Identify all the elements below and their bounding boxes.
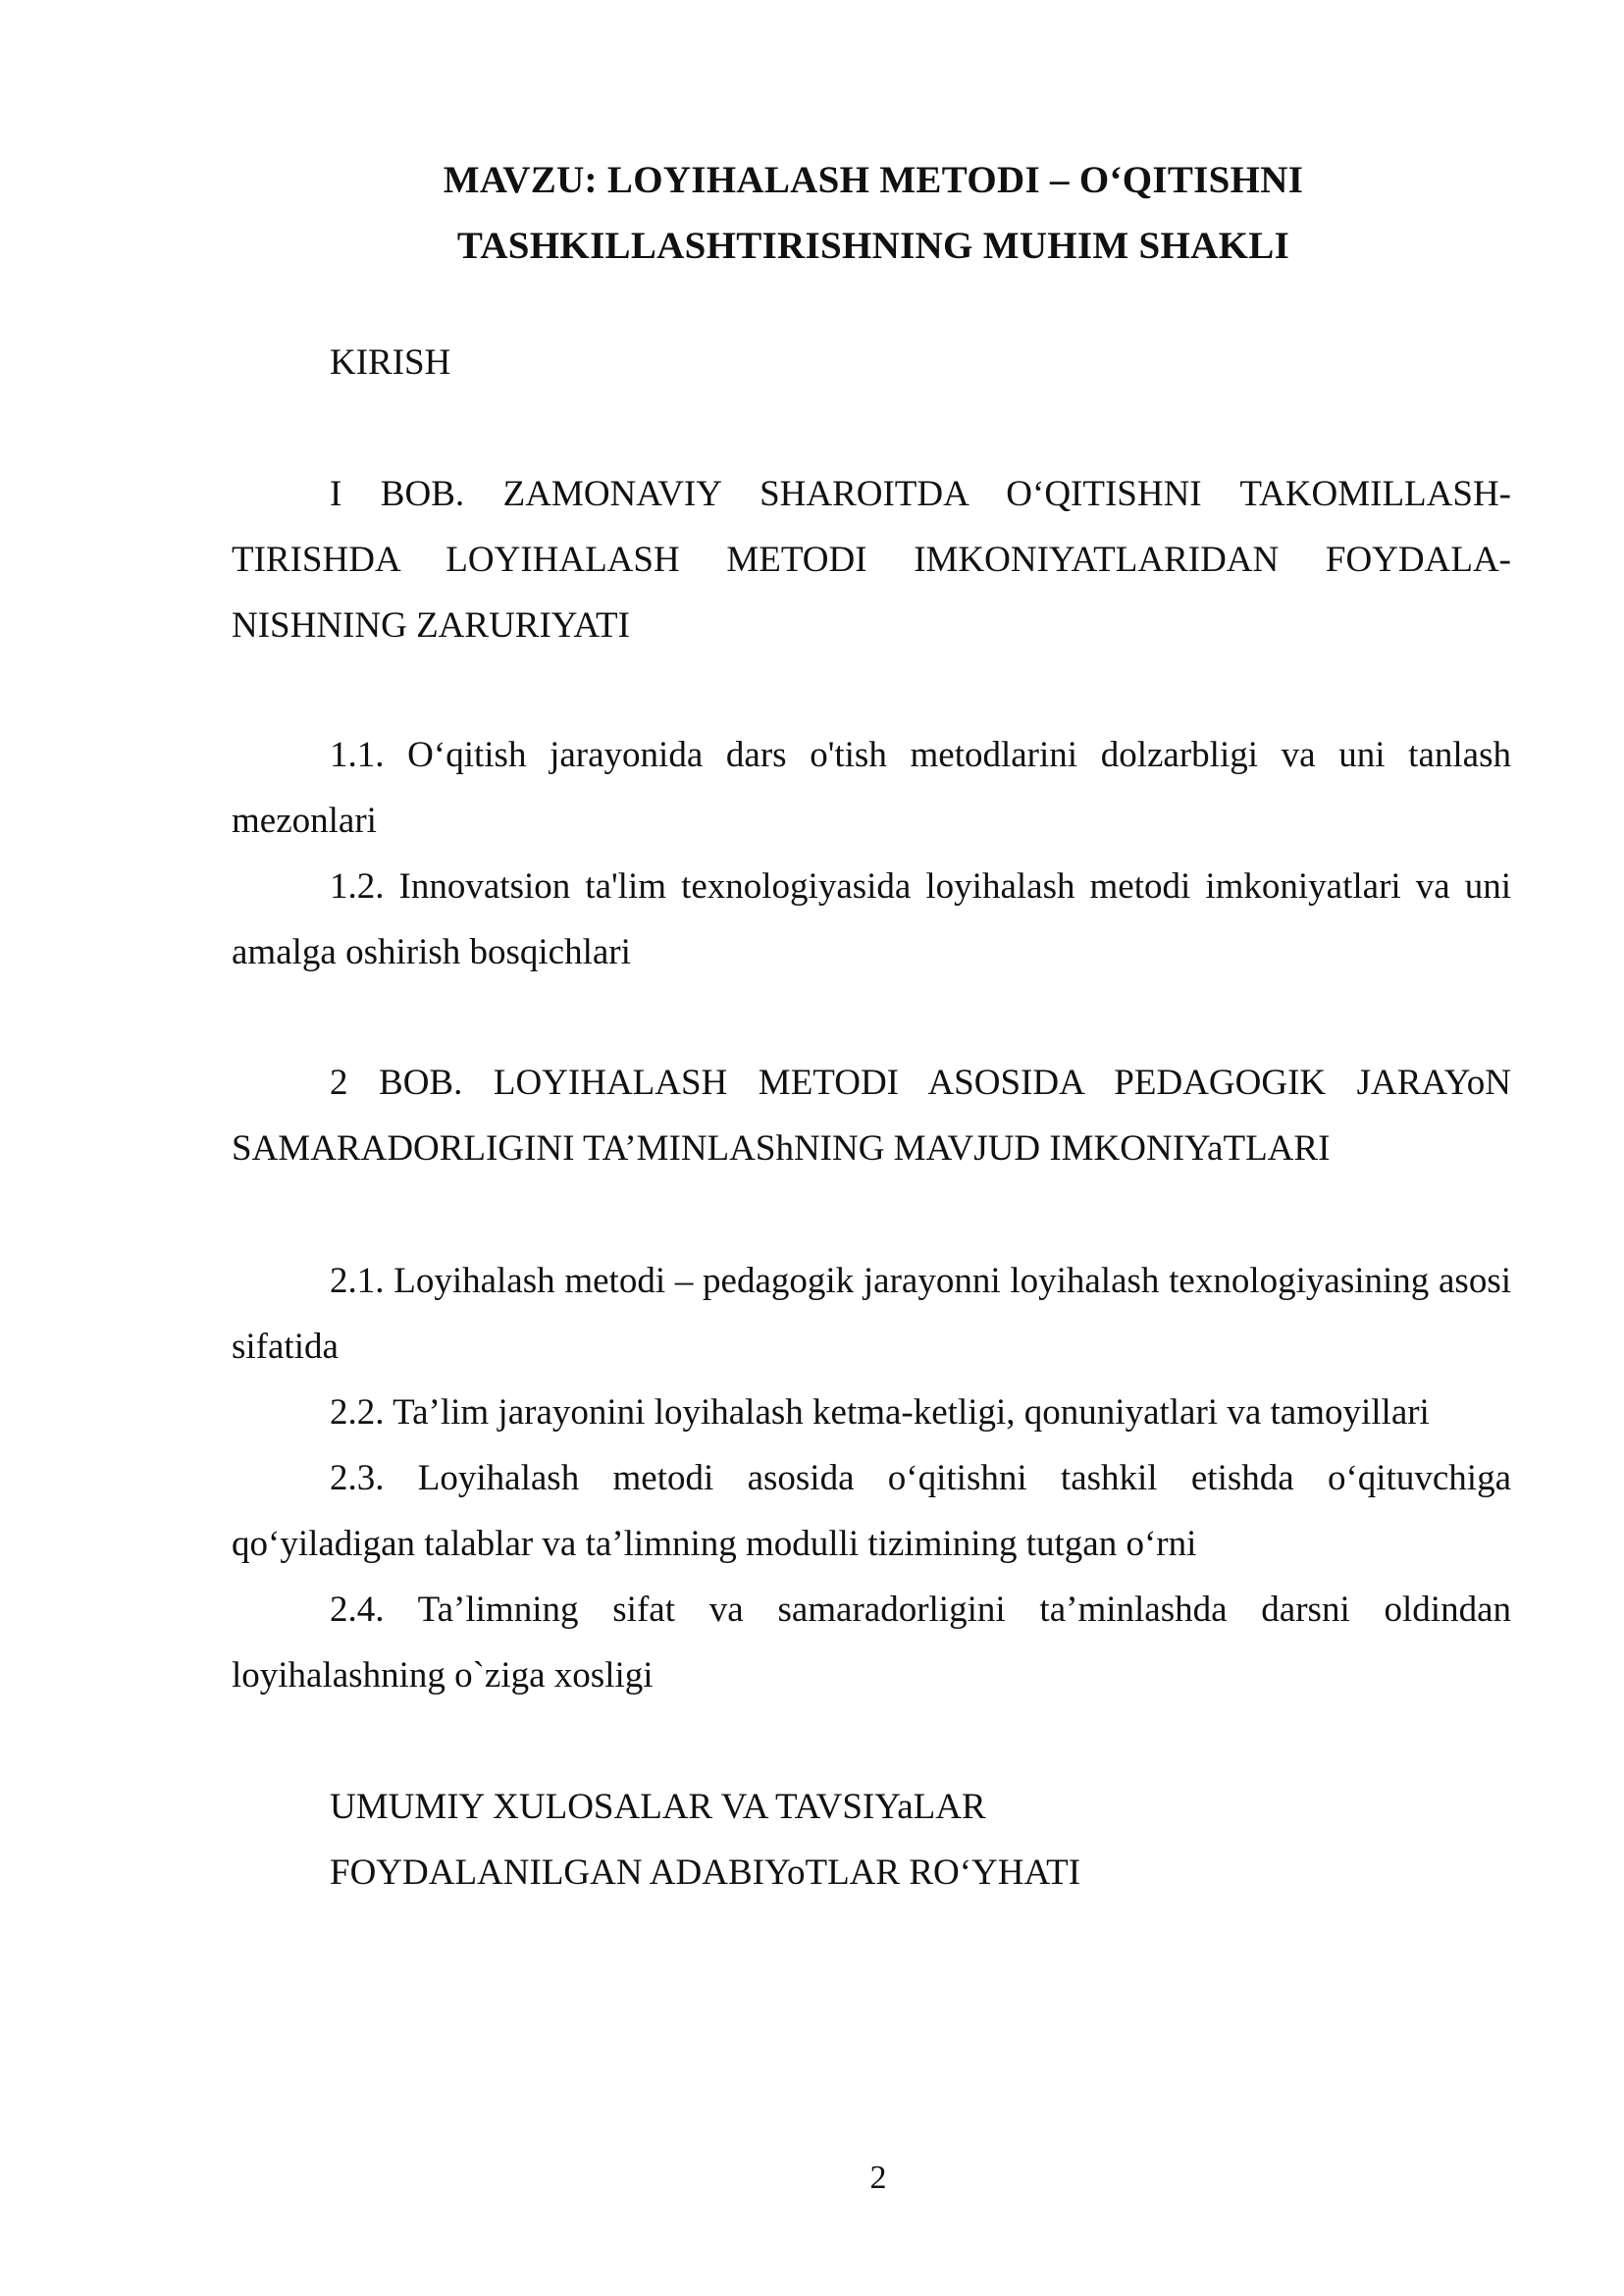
document-title [334,147,1413,279]
toc-conclusions: UMUMIY XULOSALAR VA TAVSIYaLAR [330,1787,986,1827]
toc-section-2-2: 2.2. Ta’lim jarayonini loyihalash ketma-ketligi, qonuniyatlari va tamoyillari [330,1392,1430,1433]
toc-section-2-4: 2.4. Ta’limning sifat va samaradorligini ta’minlashda darsni oldindan loyihalashning o`ziga xosligi [232,1590,1511,1696]
title-line-2: TASHKILLASHTIRISHNING MUHIM SHAKLI [456,225,1290,267]
toc-section-1-1: 1.1. O‘qitish jarayonida dars o'tish metodlarini dolzarbligi va uni tanlash mezonlari [232,735,1511,841]
toc-chapter-2: 2 BOB. LOYIHALASH METODI ASOSIDA PEDAGOGIK JARAYoN SAMARADORLIGINI TA’MINLAShNING MAVJUD IMKONIYaTLARI [232,1063,1511,1169]
toc-intro: KIRISH [330,342,451,383]
toc-section-1-2: 1.2. Innovatsion ta'lim texnologiyasida loyihalash metodi imkoniyatlari va uni amalga oshirish bosqichlari [232,866,1511,972]
toc-section-2-3: 2.3. Loyihalash metodi asosida o‘qitishni tashkil etishda o‘qituvchiga qo‘yiladigan talablar va ta’limning modulli tizimining tutgan o‘rni [232,1458,1511,1564]
toc-chapter-1: I BOB. ZAMONAVIY SHAROITDA O‘QITISHNI TAKOMILLASHTIRISHDA LOYIHALASH METODI IMKONIYATLARIDAN FOYDALANISHNING ZARURIYATI [232,474,1511,646]
title-line-1: MAVZU: LOYIHALASH METODI – O‘QITISHNI [443,159,1304,201]
toc-section-2-1: 2.1. Loyihalash metodi – pedagogik jarayonni loyihalash texnologiyasining asosi sifatida [232,1261,1511,1367]
page-number: 2 [869,2160,887,2196]
toc-references: FOYDALANILGAN ADABIYoTLAR RO‘YHATI [330,1852,1081,1893]
